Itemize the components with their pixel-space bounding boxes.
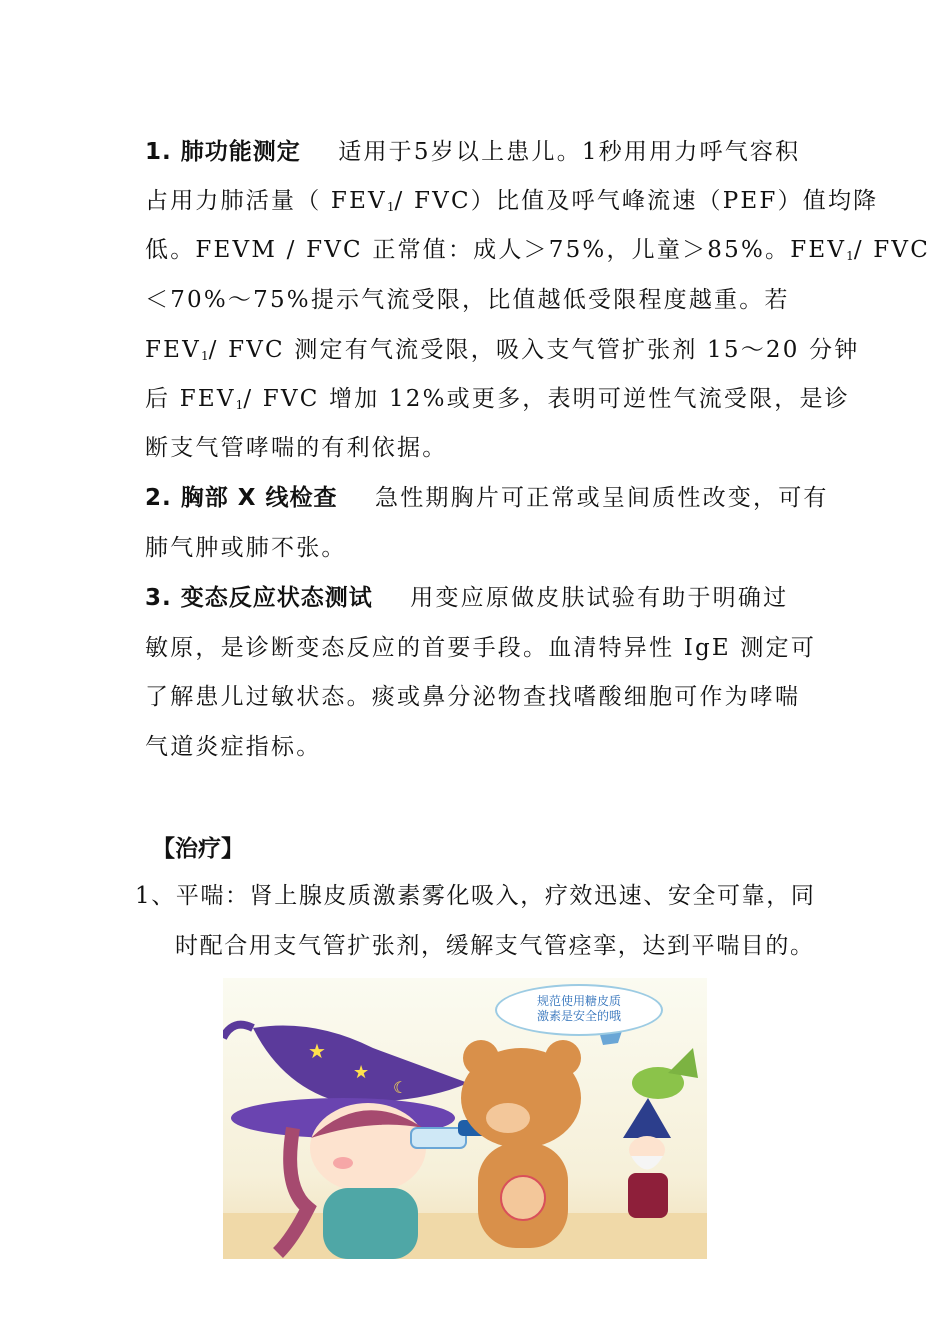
- paragraph-line: 气道炎症指标。: [145, 734, 322, 760]
- paragraph-text: / FVC）比值及呼气峰流速（PEF）值均降: [394, 188, 879, 214]
- bear-muzzle: [486, 1103, 530, 1133]
- paragraph-line: [145, 483, 829, 513]
- item-heading: 3. 变态反应状态测试: [145, 585, 373, 611]
- paragraph-text: 占用力肺活量（ FEV: [145, 188, 387, 214]
- speech-bubble: [495, 984, 663, 1036]
- subscript: 1: [846, 249, 854, 263]
- star-icon: ★: [308, 1039, 326, 1063]
- paragraph-line: [145, 583, 788, 613]
- subscript: 1: [200, 349, 209, 363]
- paragraph-line: 敏原，是诊断变态反应的首要手段。血清特异性 IgE 测定可: [145, 635, 817, 661]
- paragraph-line: [145, 186, 878, 222]
- bear-head: [461, 1048, 581, 1148]
- item-heading: 1. 肺功能测定: [145, 139, 301, 165]
- wizard-hat: [623, 1098, 671, 1138]
- paragraph-text: 用变应原做皮肤试验有助于明确过: [410, 585, 789, 611]
- paragraph-line: [145, 137, 800, 167]
- bear-belly: [501, 1176, 545, 1220]
- illustration: [223, 978, 707, 1259]
- paragraph-text: 低。FEVM / FVC 正常值：成人＞75%，儿童＞85%。FEV: [145, 237, 847, 263]
- section-title: 【治疗】: [152, 836, 244, 862]
- star-icon: ☾: [393, 1078, 408, 1097]
- wizard-beard: [631, 1156, 663, 1170]
- item-heading: 2. 胸部 X 线检查: [145, 485, 338, 511]
- paragraph-line: 断支气管哮喘的有利依据。: [145, 435, 448, 461]
- girl-cheek: [333, 1157, 353, 1169]
- paragraph-text: 后 FEV: [145, 386, 236, 412]
- inhaler: [411, 1128, 466, 1148]
- paragraph-text: / FVC 增加 12%或更多，表明可逆性气流受限，是诊: [243, 386, 850, 412]
- star-icon: ★: [353, 1062, 370, 1083]
- bubble-text: 规范使用糖皮质: [536, 994, 621, 1008]
- paragraph-text: / FVC: [853, 237, 931, 263]
- wizard-body: [628, 1173, 668, 1218]
- bubble-text: 激素是安全的哦: [536, 1009, 621, 1023]
- paragraph-text: / FVC 测定有气流受限，吸入支气管扩张剂 15～20 分钟: [208, 337, 860, 363]
- subscript: 1: [386, 200, 395, 214]
- paragraph-line: [145, 384, 850, 420]
- subscript: 1: [235, 398, 244, 412]
- paragraph-line: 了解患儿过敏状态。痰或鼻分泌物查找嗜酸细胞可作为哮喘: [145, 684, 801, 710]
- paragraph-text: 适用于5岁以上患儿。1秒用用力呼气容积: [338, 139, 801, 165]
- paragraph-text: 急性期胸片可正常或呈间质性改变，可有: [375, 485, 829, 511]
- hat-tip: [223, 1025, 253, 1038]
- paragraph-line: 肺气肿或肺不张。: [145, 535, 347, 561]
- paragraph-line: [145, 335, 860, 371]
- paragraph-line: 时配合用支气管扩张剂，缓解支气管痉挛，达到平喘目的。: [175, 933, 815, 959]
- green-dragon-wing: [668, 1048, 698, 1078]
- paragraph-line: [145, 235, 930, 271]
- paragraph-line: ＜70%～75%提示气流受限，比值越低受限程度越重。若: [145, 287, 790, 313]
- paragraph-text: FEV: [145, 337, 201, 363]
- girl-body: [323, 1188, 418, 1259]
- paragraph-line: 1、平喘：肾上腺皮质激素雾化吸入，疗效迅速、安全可靠，同: [135, 883, 816, 909]
